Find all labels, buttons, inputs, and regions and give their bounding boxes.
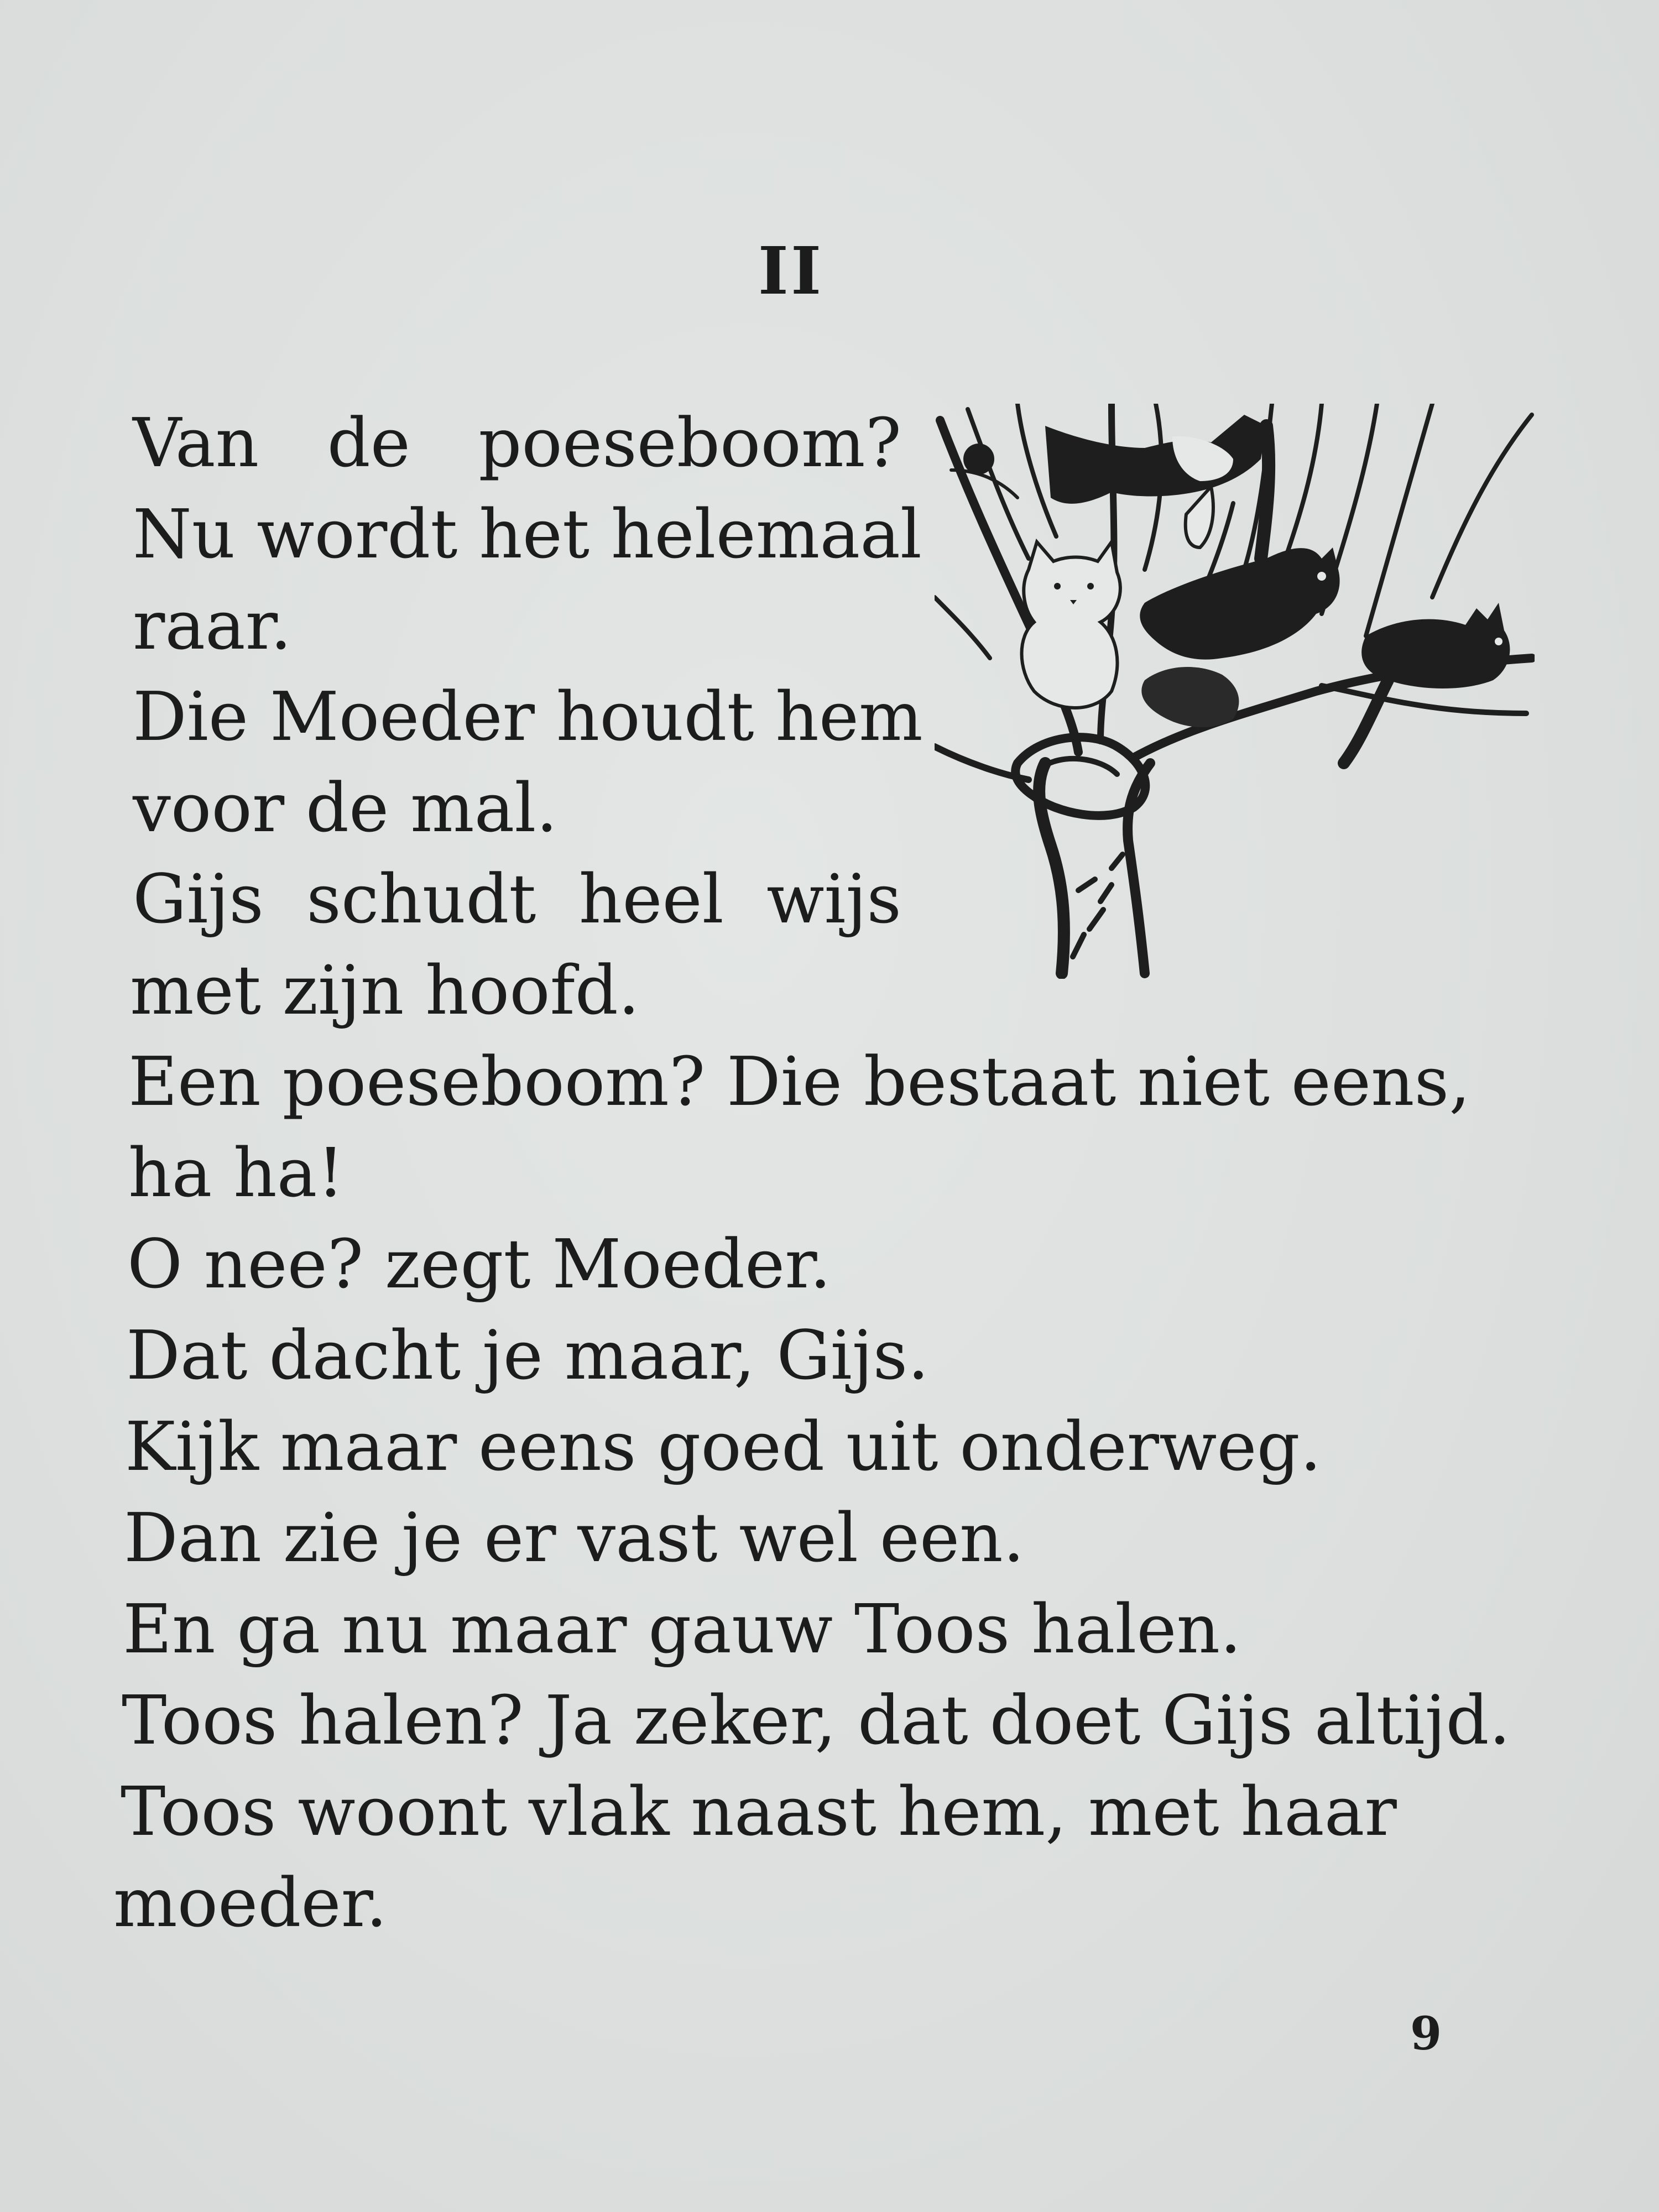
text-line: Nu wordt het helemaal bbox=[133, 495, 922, 573]
text-line: met zijn hoofd. bbox=[130, 951, 640, 1030]
text-line: Toos halen? Ja zeker, dat doet Gijs altijd. bbox=[122, 1681, 1511, 1760]
text-line: Toos woont vlak naast hem, met haar bbox=[121, 1772, 1397, 1851]
text-line: moeder. bbox=[113, 1864, 388, 1942]
chapter-number: II bbox=[758, 232, 824, 309]
text-line: En ga nu maar gauw Toos halen. bbox=[123, 1590, 1241, 1668]
text-line: voor de mal. bbox=[133, 769, 558, 847]
text-line: Die Moeder houdt hem bbox=[133, 677, 923, 756]
text-line: Kijk maar eens goed uit onderweg. bbox=[125, 1407, 1322, 1486]
text-line: Van de poeseboom? bbox=[133, 404, 901, 482]
text-line: O nee? zegt Moeder. bbox=[127, 1225, 831, 1303]
text-line: Een poeseboom? Die bestaat niet eens, bbox=[128, 1042, 1471, 1121]
text-line: Gijs schudt heel wijs bbox=[133, 860, 901, 938]
page-number: 9 bbox=[1410, 2007, 1442, 2060]
text-line: ha ha! bbox=[128, 1134, 345, 1212]
text-line: Dat dacht je maar, Gijs. bbox=[126, 1316, 930, 1395]
cat-tree-illustration bbox=[935, 404, 1535, 979]
text-line: Dan zie je er vast wel een. bbox=[124, 1499, 1025, 1577]
text-line: raar. bbox=[133, 586, 292, 665]
